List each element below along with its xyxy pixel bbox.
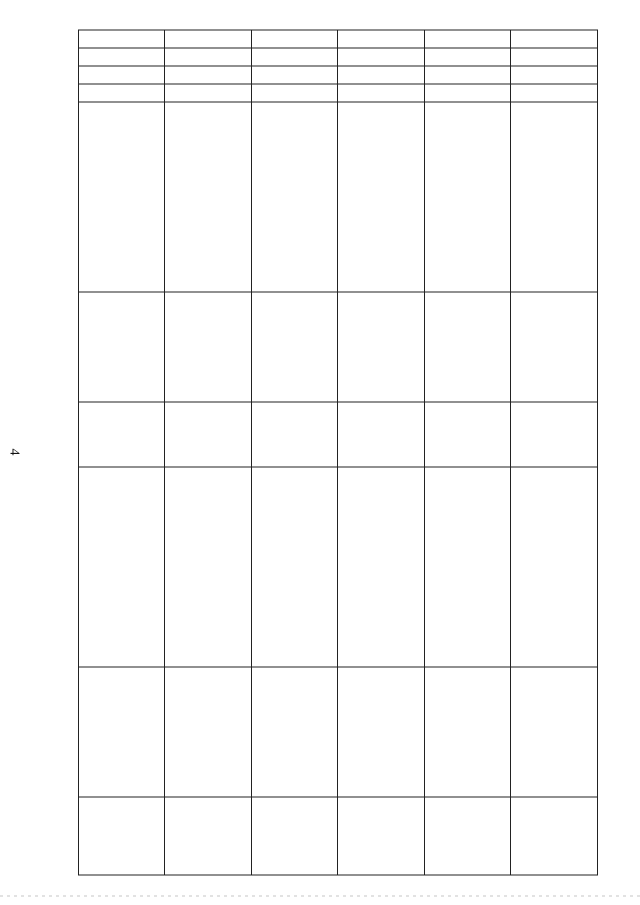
table-cell <box>252 292 339 402</box>
header-cell <box>511 48 598 66</box>
table-cell <box>338 48 425 66</box>
table-cell <box>338 402 425 467</box>
scan-edge-noise <box>0 895 640 897</box>
table-cell <box>79 797 166 875</box>
table-cell <box>79 402 166 467</box>
table-cell <box>252 797 339 875</box>
table-cell <box>425 66 512 84</box>
table-cell <box>338 467 425 667</box>
table-cell <box>79 30 166 48</box>
table-cell <box>252 467 339 667</box>
table-cell <box>165 292 252 402</box>
table-cell <box>425 30 512 48</box>
table-cell <box>252 402 339 467</box>
table-cell <box>338 30 425 48</box>
program-table <box>78 30 598 876</box>
table-cell <box>425 797 512 875</box>
table-cell <box>79 292 166 402</box>
table-cell <box>165 797 252 875</box>
table-cell <box>79 84 166 102</box>
table-cell <box>165 667 252 797</box>
table-cell <box>165 102 252 292</box>
table-cell <box>338 84 425 102</box>
table-cell <box>79 48 166 66</box>
table-cell <box>252 48 339 66</box>
table-cell <box>338 66 425 84</box>
table-cell <box>79 102 166 292</box>
header-cell <box>511 467 598 667</box>
table-row <box>165 30 252 875</box>
table-cell <box>252 102 339 292</box>
table-cell <box>252 84 339 102</box>
table-cell <box>252 667 339 797</box>
header-cell <box>511 30 598 48</box>
table-cell <box>165 84 252 102</box>
table-cell <box>425 102 512 292</box>
header-cell <box>511 66 598 84</box>
table-cell <box>425 292 512 402</box>
header-cell <box>511 797 598 875</box>
table-cell <box>252 66 339 84</box>
header-cell <box>511 84 598 102</box>
table-cell <box>338 102 425 292</box>
table-cell <box>165 66 252 84</box>
table-row <box>338 30 425 875</box>
table-row <box>252 30 339 875</box>
table-cell <box>79 667 166 797</box>
table-cell <box>338 797 425 875</box>
document-table-region <box>78 30 598 875</box>
rotated-table <box>78 30 598 875</box>
header-cell <box>511 292 598 402</box>
table-row <box>425 30 512 875</box>
header-cell <box>511 402 598 467</box>
table-cell <box>338 292 425 402</box>
table-cell <box>165 402 252 467</box>
table-header-row <box>511 30 598 875</box>
table-row <box>79 30 166 875</box>
table-cell <box>425 467 512 667</box>
table-cell <box>425 402 512 467</box>
table-cell <box>79 66 166 84</box>
table-cell <box>425 667 512 797</box>
table-cell <box>425 84 512 102</box>
header-cell <box>511 102 598 292</box>
table-cell <box>165 48 252 66</box>
table-cell <box>425 48 512 66</box>
table-cell <box>165 30 252 48</box>
table-cell <box>338 667 425 797</box>
table-cell <box>165 467 252 667</box>
table-cell <box>252 30 339 48</box>
table-cell <box>79 467 166 667</box>
header-cell <box>511 667 598 797</box>
page-number: 4 <box>6 448 22 456</box>
